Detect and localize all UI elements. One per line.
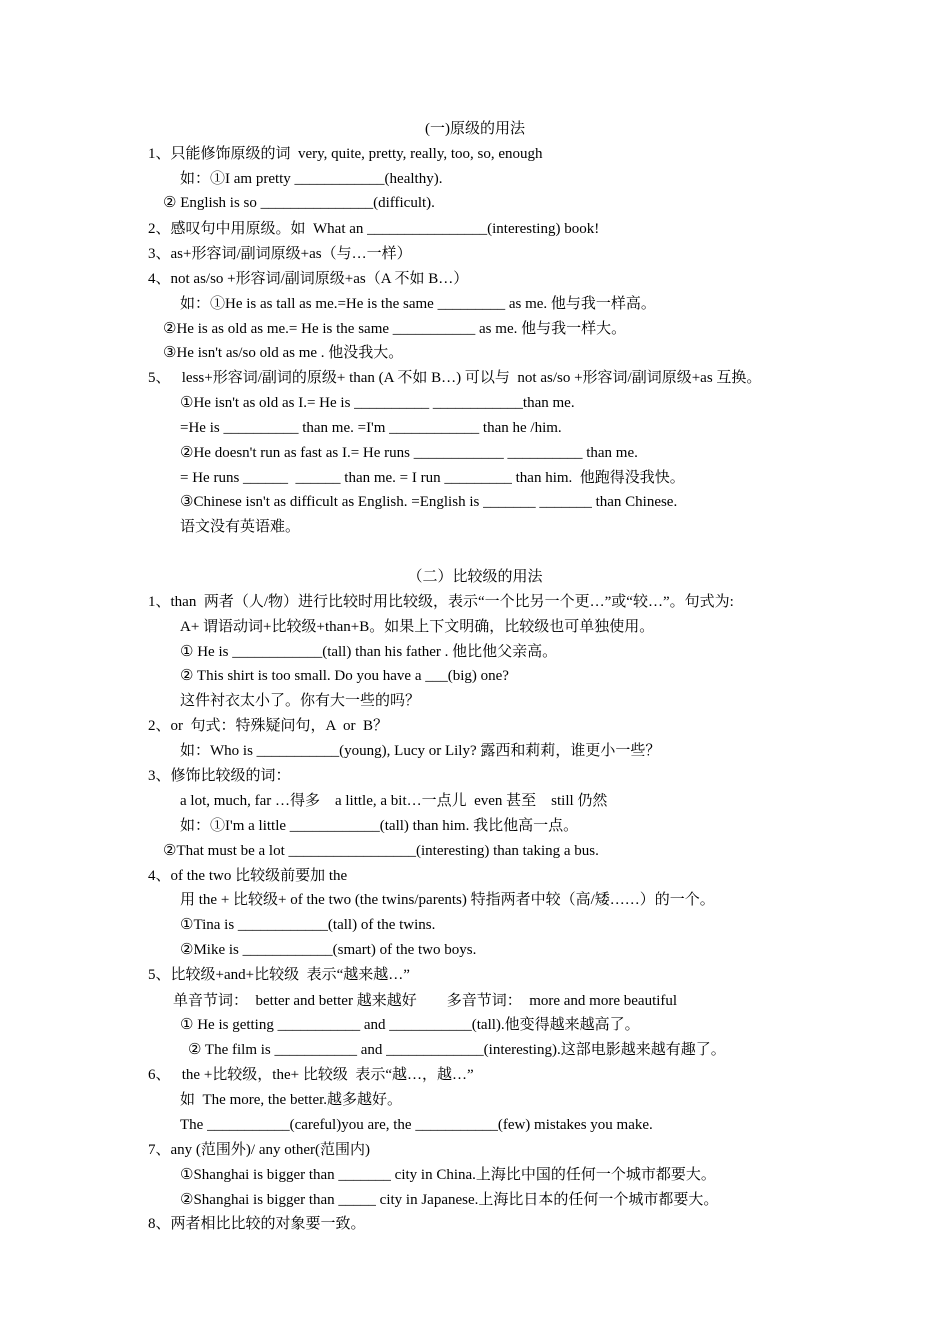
s2-line-12: 4、of the two 比较级前要加 the bbox=[148, 868, 348, 884]
s2-line-21: 如 The more, the better.越多越好。 bbox=[180, 1092, 403, 1108]
s2-line-7: 如：Who is ___________(young), Lucy or Lily? 露西和莉莉，谁更小一些？ bbox=[180, 743, 661, 759]
s1-line-11: ①He isn't as old as I.= He is __________ ____________than me. bbox=[180, 395, 575, 411]
s1-line-13: ②He doesn't run as fast as I.= He runs ____________ __________ than me. bbox=[180, 445, 638, 461]
s1-line-10: 5、 less+形容词/副词的原级+ than (A 不如 B…) 可以与 not as/so +形容词/副词原级+as 互换。 bbox=[148, 370, 762, 386]
s1-line-9: ③He isn't as/so old as me . 他没我大。 bbox=[163, 345, 404, 361]
s2-line-8: 3、修饰比较级的词： bbox=[148, 768, 291, 784]
s2-line-24: ①Shanghai is bigger than _______ city in China.上海比中国的任何一个城市都要大。 bbox=[180, 1167, 716, 1183]
s2-line-18: ① He is getting ___________ and ___________(tall).他变得越来越高了。 bbox=[180, 1017, 640, 1033]
s2-line-1: 1、than 两者（人/物）进行比较时用比较级，表示“一个比另一个更…”或“较…”。句式为: bbox=[148, 594, 734, 610]
s1-line-2: 如：①I am pretty ____________(healthy). bbox=[180, 171, 443, 187]
s1-line-15: ③Chinese isn't as difficult as English. =English is _______ _______ than Chinese. bbox=[180, 494, 678, 510]
s1-line-16: 语文没有英语难。 bbox=[180, 519, 301, 535]
s2-line-4: ② This shirt is too small. Do you have a ___(big) one? bbox=[180, 668, 509, 684]
s2-line-26: 8、两者相比比较的对象要一致。 bbox=[148, 1216, 366, 1232]
s1-line-5: 3、as+形容词/副词原级+as（与…一样） bbox=[148, 246, 412, 262]
s2-line-25: ②Shanghai is bigger than _____ city in Japanese.上海比日本的任何一个城市都要大。 bbox=[180, 1192, 719, 1208]
s2-line-11: ②That must be a lot _________________(interesting) than taking a bus. bbox=[163, 843, 599, 859]
s1-line-1: 1、只能修饰原级的词 very, quite, pretty, really, too, so, enough bbox=[148, 146, 543, 162]
s2-line-3: ① He is ____________(tall) than his father . 他比他父亲高。 bbox=[180, 644, 558, 660]
s1-line-14: = He runs ______ ______ than me. = I run _________ than him. 他跑得没我快。 bbox=[180, 470, 685, 486]
s2-line-9: a lot, much, far …得多 a little, a bit…一点儿 even 甚至 still 仍然 bbox=[180, 793, 608, 809]
s2-line-2: A+ 谓语动词+比较级+than+B。如果上下文明确，比较级也可单独使用。 bbox=[180, 619, 655, 635]
s1-line-8: ②He is as old as me.= He is the same ___________ as me. 他与我一样大。 bbox=[163, 321, 627, 337]
s2-line-5: 这件衬衣太小了。你有大一些的吗？ bbox=[180, 693, 421, 709]
section-1-title: (一)原级的用法 bbox=[425, 121, 525, 137]
s1-line-12: =He is __________ than me. =I'm ____________ than he /him. bbox=[180, 420, 562, 436]
s2-line-23: 7、any (范围外)/ any other(范围内) bbox=[148, 1142, 371, 1158]
s2-line-22: The ___________(careful)you are, the ___________(few) mistakes you make. bbox=[180, 1117, 653, 1133]
s1-line-7: 如：①He is as tall as me.=He is the same _________ as me. 他与我一样高。 bbox=[180, 296, 656, 312]
s1-line-3: ② English is so _______________(difficult). bbox=[163, 195, 435, 211]
s2-line-19: ② The film is ___________ and _____________(interesting).这部电影越来越有趣了。 bbox=[188, 1042, 726, 1058]
s2-line-17: 单音节词： better and better 越来越好 多音节词： more and more beautiful bbox=[173, 993, 678, 1009]
s1-line-4: 2、感叹句中用原级。如 What an ________________(interesting) book! bbox=[148, 221, 600, 237]
section-2-title: （二）比较级的用法 bbox=[407, 569, 543, 585]
s2-line-14: ①Tina is ____________(tall) of the twins. bbox=[180, 917, 436, 933]
s2-line-6: 2、or 句式：特殊疑问句，A or B？ bbox=[148, 718, 389, 734]
s2-line-10: 如：①I'm a little ____________(tall) than him. 我比他高一点。 bbox=[180, 818, 579, 834]
s2-line-13: 用 the + 比较级+ of the two (the twins/parents) 特指两者中较（高/矮……）的一个。 bbox=[180, 892, 715, 908]
s2-line-16: 5、比较级+and+比较级 表示“越来越…” bbox=[148, 967, 410, 983]
s1-line-6: 4、not as/so +形容词/副词原级+as（A 不如 B…） bbox=[148, 271, 469, 287]
s2-line-20: 6、 the +比较级，the+ 比较级 表示“越…，越…” bbox=[148, 1067, 474, 1083]
s2-line-15: ②Mike is ____________(smart) of the two boys. bbox=[180, 942, 477, 958]
